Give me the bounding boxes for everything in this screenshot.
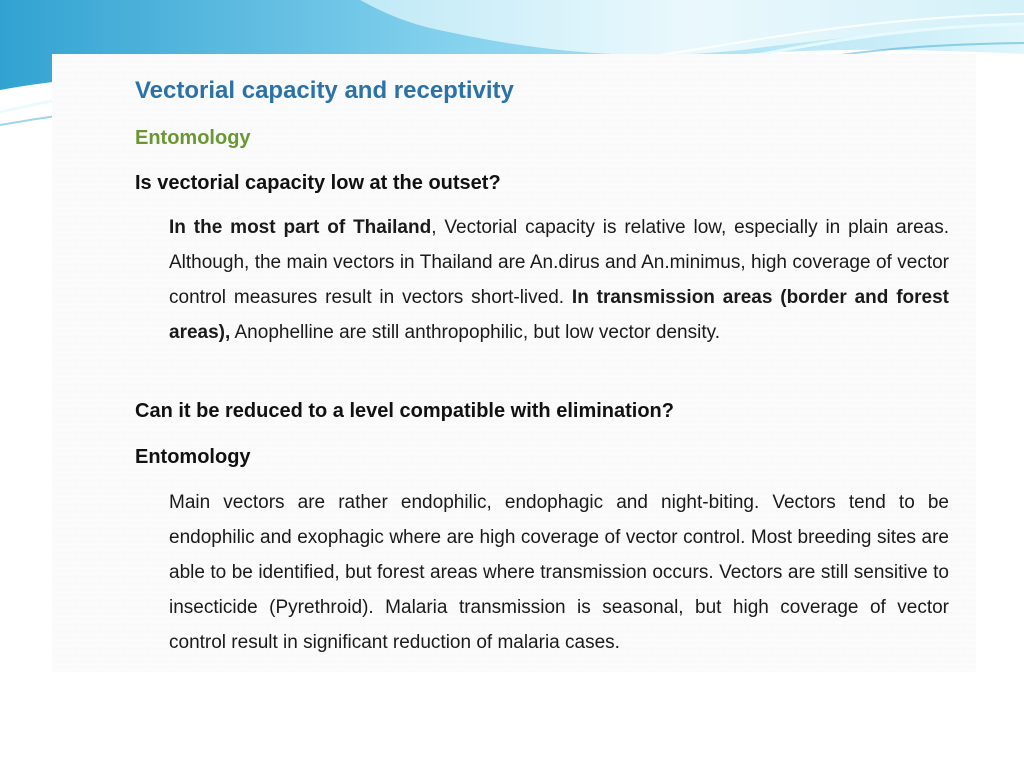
content-card (52, 54, 976, 672)
vectorial-capacity-body-text-1: , Vectorial capacity is relative low, especially in plain areas. Although, the main vectors in Thailand are An.dirus and An.minimus, high coverage of vector control measures result in vectors short-lived. (169, 217, 949, 308)
entomology-section-heading: Entomology (135, 446, 251, 468)
transmission-areas-text: In transmission areas (border and forest areas), (169, 287, 949, 343)
slide-title: Vectorial capacity and receptivity (135, 77, 514, 104)
question-vectorial-capacity-low: Is vectorial capacity low at the outset? (135, 172, 501, 194)
entomology-subtitle: Entomology (135, 127, 251, 149)
vectorial-capacity-paragraph (169, 210, 949, 350)
question-reduction-elimination: Can it be reduced to a level compatible with elimination? (135, 400, 674, 422)
entomology-paragraph: Main vectors are rather endophilic, endophagic and night-biting. Vectors tend to be endophilic and exophagic where are high coverage of vector control. Most breeding sites are able to be identified, but forest areas where transmission occurs. Vectors are still sensitive to insecticide (Pyrethroid). Malaria transmission is seasonal, but high coverage of vector control result in significant reduction of malaria cases. (169, 492, 949, 653)
thailand-lead-text: In the most part of Thailand (169, 217, 432, 238)
vectorial-capacity-body-text-2: Anophelline are still anthropophilic, but low vector density. (230, 322, 720, 343)
